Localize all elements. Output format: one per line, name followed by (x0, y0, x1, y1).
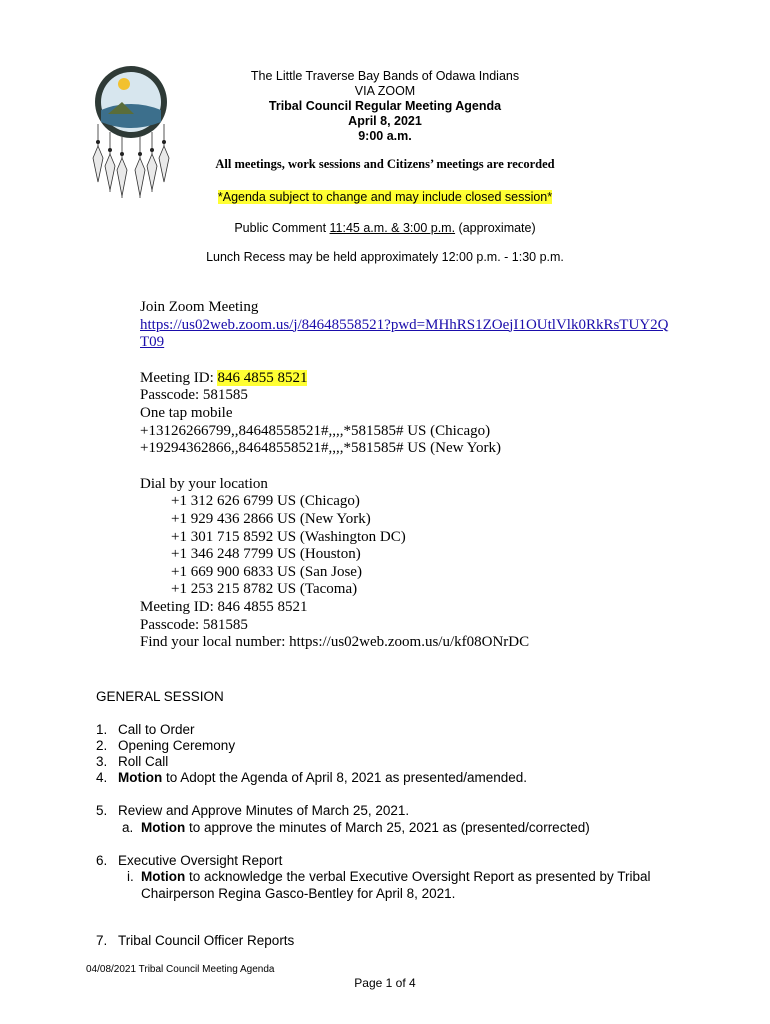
agenda-title: Tribal Council Regular Meeting Agenda (268, 99, 502, 113)
one-tap-label: One tap mobile (140, 404, 233, 421)
dial-number: +1 669 900 6833 US (San Jose) (171, 563, 362, 580)
agenda-subitem (127, 869, 650, 885)
meeting-date: April 8, 2021 (348, 114, 422, 128)
item-text: to acknowledge the verbal Executive Oversight Report as presented by Tribal (185, 869, 651, 884)
lunch-recess: Lunch Recess may be held approximately 12:00 p.m. - 1:30 p.m. (206, 250, 564, 264)
item-text: Executive Oversight Report (118, 853, 283, 868)
one-tap-number: +13126266799,,84648558521#,,,,*581585# US (Chicago) (140, 422, 491, 439)
item-text: Roll Call (118, 754, 169, 769)
public-comment (0, 221, 770, 236)
item-number: 7. (96, 933, 108, 948)
meeting-id-repeat: Meeting ID: 846 4855 8521 (140, 598, 308, 615)
agenda-item (96, 853, 282, 869)
zoom-info (140, 299, 668, 652)
dial-number: +1 346 248 7799 US (Houston) (171, 546, 361, 563)
dial-by-location-label: Dial by your location (140, 475, 268, 492)
motion-label: Motion (118, 770, 163, 785)
agenda-item (96, 933, 294, 949)
passcode: Passcode: 581585 (140, 387, 248, 404)
item-number: a. (122, 820, 134, 835)
meeting-id-line (140, 370, 668, 388)
dial-number: +1 253 215 8782 US (Tacoma) (171, 581, 358, 598)
item-text: to Adopt the Agenda of April 8, 2021 as presented/amended. (162, 770, 528, 785)
item-text: Tribal Council Officer Reports (118, 933, 295, 948)
item-number: 2. (96, 738, 108, 753)
dial-number: +1 312 626 6799 US (Chicago) (171, 493, 360, 510)
org-name: The Little Traverse Bay Bands of Odawa Indians (250, 69, 520, 83)
meeting-id-label: Meeting ID: (140, 369, 218, 386)
agenda-item (96, 722, 195, 738)
change-notice: *Agenda subject to change and may include closed session* (217, 190, 553, 204)
item-number: 5. (96, 803, 108, 818)
find-local-number: Find your local number: https://us02web.zoom.us/u/kf08ONrDC (140, 634, 530, 651)
item-text: Call to Order (118, 722, 195, 737)
dial-number: +1 301 715 8592 US (Washington DC) (171, 528, 406, 545)
motion-label: Motion (141, 869, 186, 884)
public-comment-prefix: Public Comment (234, 221, 330, 235)
public-comment-suffix: (approximate) (455, 221, 536, 235)
one-tap-number: +19294362866,,84648558521#,,,,*581585# US (New York) (140, 440, 501, 457)
via-zoom: VIA ZOOM (354, 84, 416, 98)
passcode-repeat: Passcode: 581585 (140, 616, 248, 633)
page-number: Page 1 of 4 (354, 976, 416, 990)
change-notice-wrap (0, 190, 770, 205)
item-number: 6. (96, 853, 108, 868)
recorded-notice: All meetings, work sessions and Citizens’ meetings are recorded (215, 157, 555, 171)
agenda-subitem (122, 820, 590, 836)
zoom-link-line1[interactable]: https://us02web.zoom.us/j/84648558521?pwd=MHhRS1ZOejI1OUtlVlk0RkRsTUY2Q (140, 316, 669, 333)
agenda-item (96, 738, 235, 754)
meeting-id: 846 4855 8521 (217, 369, 308, 386)
dial-number: +1 929 436 2866 US (New York) (171, 510, 371, 527)
agenda-subitem-continued: Chairperson Regina Gasco-Bentley for April 8, 2021. (141, 886, 456, 901)
item-text: Opening Ceremony (118, 738, 236, 753)
meeting-time: 9:00 a.m. (358, 129, 412, 143)
footer-left: 04/08/2021 Tribal Council Meeting Agenda (86, 964, 275, 975)
item-number: 3. (96, 754, 108, 769)
agenda-item (96, 803, 409, 819)
agenda-item (96, 770, 527, 786)
item-text: to approve the minutes of March 25, 2021 as (presented/corrected) (185, 820, 590, 835)
zoom-link-line2[interactable]: T09 (140, 334, 165, 351)
item-number: 4. (96, 770, 108, 785)
item-number: 1. (96, 722, 108, 737)
item-number: i. (127, 869, 134, 884)
section-title: GENERAL SESSION (96, 689, 224, 704)
public-comment-times: 11:45 a.m. & 3:00 p.m. (329, 221, 456, 235)
item-text: Review and Approve Minutes of March 25, 2021. (118, 803, 410, 818)
agenda-item (96, 754, 168, 770)
join-zoom-label: Join Zoom Meeting (140, 299, 259, 315)
motion-label: Motion (141, 820, 186, 835)
